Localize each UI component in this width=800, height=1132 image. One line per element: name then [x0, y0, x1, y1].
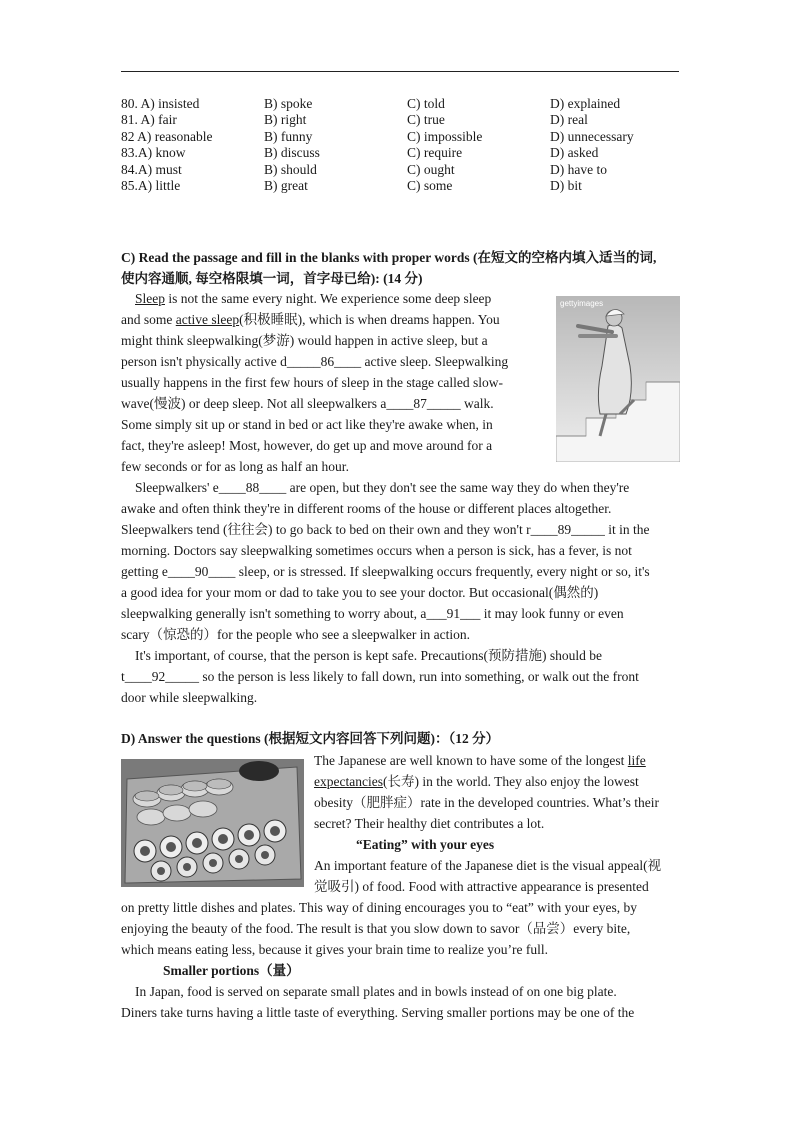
underlined-term: Sleep — [135, 291, 165, 306]
subheading-eating-with-eyes: “Eating” with your eyes — [356, 837, 495, 852]
text-line: t____92_____ so the person is less likely to fall down, run into something, or walk out the front — [121, 669, 639, 684]
option-a: 82 A) reasonable — [121, 128, 213, 144]
text-run: (长寿) in the world. They also enjoy the lowest — [382, 774, 639, 789]
choice-row — [121, 178, 680, 194]
text-line: fact, they're asleep! Most, however, do get up and move around for a — [121, 438, 493, 453]
option-b: B) discuss — [264, 145, 320, 161]
choice-row — [121, 129, 680, 145]
text-line: In Japan, food is served on separate small plates and in bowls instead of on one big plate. — [135, 984, 617, 999]
option-a: 84.A) must — [121, 161, 182, 177]
text-line — [314, 750, 661, 771]
sleepwalker-photo — [556, 296, 680, 462]
underlined-term: expectancies — [314, 774, 383, 789]
watermark-text: gettyimages — [560, 299, 604, 308]
option-c: C) true — [407, 112, 445, 128]
text-run: is not the same every night. We experience some deep sleep — [165, 291, 492, 306]
passage-c-paragraph-2 — [121, 477, 650, 645]
option-d: D) bit — [550, 177, 582, 193]
text-line: door while sleepwalking. — [121, 690, 258, 705]
option-c: C) told — [407, 96, 445, 111]
text-line: a good idea for your mom or dad to take you to see your doctor. But occasional(偶然的) — [121, 585, 599, 600]
option-c: C) ought — [407, 161, 455, 177]
choice-row — [121, 162, 680, 178]
option-a: 85.A) little — [121, 177, 181, 193]
sushi-photo — [121, 759, 304, 887]
text-run: and some — [121, 312, 176, 327]
option-a: 83.A) know — [121, 145, 186, 161]
text-line: scary（惊恐的）for the people who see a sleepwalker in action. — [121, 627, 471, 642]
option-b: B) great — [264, 177, 308, 193]
option-d: D) unnecessary — [550, 128, 634, 144]
heading-line: 使内容通顺, 每空格限填一词，首字母已给): (14 分) — [121, 271, 423, 286]
option-a: 81. A) fair — [121, 112, 177, 128]
choice-table — [121, 96, 680, 194]
passage-d-paragraph-1 — [121, 897, 637, 1023]
text-line: Some simply sit up or stand in bed or act like they're awake when, in — [121, 417, 493, 432]
sushi-icon — [121, 759, 304, 887]
text-line: Sleepwalkers tend (往往会) to go back to bed on their own and they won't r____89_____ it in the — [121, 522, 650, 537]
text-run: (积极睡眠), which is when dreams happen. You — [239, 312, 500, 327]
sleepwalker-icon — [556, 296, 680, 462]
choice-row — [121, 112, 680, 128]
option-d: D) real — [550, 112, 588, 128]
text-line: awake and often think they're in different rooms of the house or different places altogether. — [121, 501, 612, 516]
text-line — [314, 771, 661, 792]
passage-c-paragraph-3 — [121, 645, 639, 708]
subheading-smaller-portions: Smaller portions（量） — [163, 963, 300, 978]
option-b: B) should — [264, 161, 317, 177]
text-line — [121, 309, 508, 330]
text-line: on pretty little dishes and plates. This way of dining encourages you to “eat” with your eyes, by — [121, 900, 638, 915]
underlined-term: life — [627, 753, 646, 768]
option-b: B) spoke — [264, 96, 313, 111]
text-line: An important feature of the Japanese diet is the visual appeal(视 — [314, 858, 662, 873]
text-line: getting e____90____ sleep, or is stressed. If sleepwalking occurs frequently, every night or so, it's — [121, 564, 650, 579]
top-rule — [121, 71, 679, 72]
option-c: C) require — [407, 145, 463, 161]
text-line: 觉吸引) of food. Food with attractive appearance is presented — [314, 879, 649, 894]
passage-d-intro — [314, 750, 661, 897]
option-b: B) right — [264, 112, 307, 128]
option-a: 80. A) insisted — [121, 96, 200, 111]
heading-line: C) Read the passage and fill in the blanks with proper words (在短文的空格内填入适当的词, — [121, 250, 657, 265]
option-b: B) funny — [264, 128, 313, 144]
text-line — [121, 288, 508, 309]
text-line: obesity（肥胖症）rate in the developed countries. What’s their — [314, 795, 660, 810]
text-line: person isn't physically active d_____86____ active sleep. Sleepwalking — [121, 354, 509, 369]
option-d: D) have to — [550, 161, 607, 177]
choice-row — [121, 145, 680, 161]
text-line: which means eating less, because it gives your brain time to realize you’re full. — [121, 942, 548, 957]
option-c: C) impossible — [407, 128, 483, 144]
text-run: The Japanese are well known to have some of the longest — [314, 753, 628, 768]
text-line: enjoying the beauty of the food. The result is that you slow down to savor（品尝）every bite, — [121, 921, 631, 936]
text-line: morning. Doctors say sleepwalking sometimes occurs when a person is sick, has a fever, is not — [121, 543, 632, 558]
underlined-term: active sleep — [175, 312, 240, 327]
option-d: D) explained — [550, 96, 621, 111]
text-line: secret? Their healthy diet contributes a lot. — [314, 816, 545, 831]
passage-c-paragraph-1 — [121, 288, 508, 477]
option-c: C) some — [407, 177, 453, 193]
text-line: usually happens in the first few hours of sleep in the stage called slow- — [121, 375, 504, 390]
text-line: Diners take turns having a little taste of everything. Serving smaller portions may be one of the — [121, 1005, 635, 1020]
option-d: D) asked — [550, 145, 599, 161]
section-d-heading: D) Answer the questions (根据短文内容回答下列问题)：（12 分） — [121, 731, 500, 746]
text-line: Sleepwalkers' e____88____ are open, but they don't see the same way they do when they're — [135, 480, 630, 495]
section-c-heading — [121, 247, 656, 289]
text-line: might think sleepwalking(梦游) would happen in active sleep, but a — [121, 333, 488, 348]
choice-row — [121, 96, 680, 112]
text-line: few seconds or for as long as half an hour. — [121, 459, 349, 474]
text-line: It's important, of course, that the person is kept safe. Precautions(预防措施) should be — [135, 648, 602, 663]
text-line: sleepwalking generally isn't something to worry about, a___91___ it may look funny or even — [121, 606, 624, 621]
text-line: wave(慢波) or deep sleep. Not all sleepwalkers a____87_____ walk. — [121, 396, 494, 411]
